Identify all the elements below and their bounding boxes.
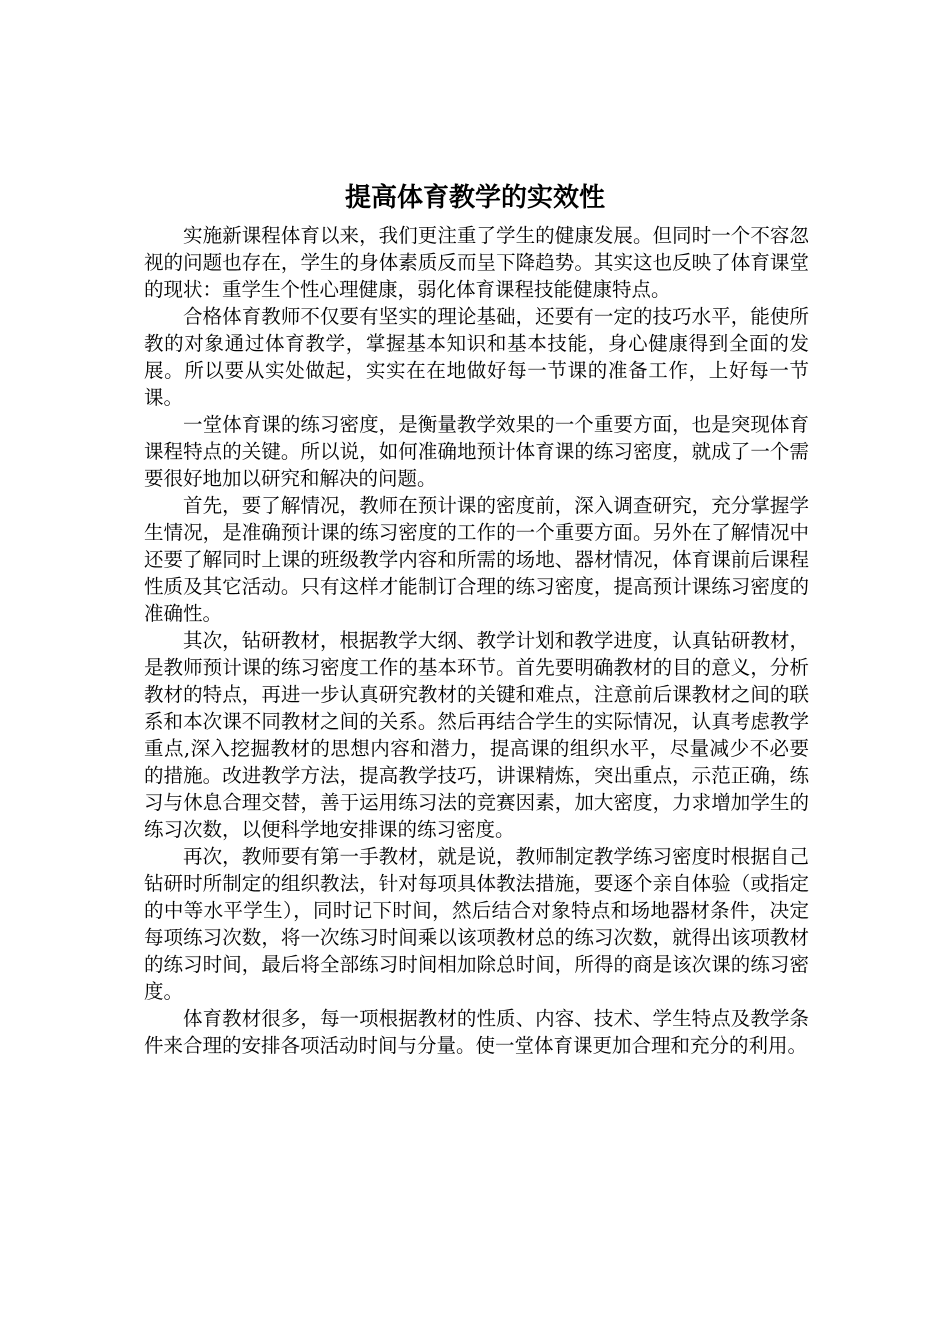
document-title: 提高体育教学的实效性 bbox=[344, 183, 605, 213]
paragraph-1: 实施新课程体育以来，我们更注重了学生的健康发展。但同时一个不容忽视的问题也存在，学生的身体素质反而呈下降趋势。其实这也反映了体育课堂的现状：重学生个性心理健康，弱化体育课程技能健康特点。 bbox=[144, 224, 809, 301]
paragraph-5: 其次，钻研教材，根据教学大纲、教学计划和教学进度，认真钻研教材，是教师预计课的练习密度工作的基本环节。首先要明确教材的目的意义，分析教材的特点，再进一步认真研究教材的关键和难点，注意前后课教材之间的联系和本次课不同教材之间的关系。然后再结合学生的实际情况，认真考虑教学重点,深入挖掘教材的思想内容和潜力，提高课的组织水平，尽量减少不必要的措施。改进教学方法，提高教学技巧，讲课精炼，突出重点，示范正确，练习与休息合理交替，善于运用练习法的竞赛因素，加大密度，力求增加学生的练习次数，以便科学地安排课的练习密度。 bbox=[144, 629, 809, 841]
paragraph-4: 首先，要了解情况，教师在预计课的密度前，深入调查研究，充分掌握学生情况，是准确预计课的练习密度的工作的一个重要方面。另外在了解情况中还要了解同时上课的班级教学内容和所需的场地、器材情况，体育课前后课程性质及其它活动。只有这样才能制订合理的练习密度，提高预计课练习密度的准确性。 bbox=[144, 494, 809, 625]
document-body bbox=[144, 222, 809, 1059]
paragraph-3: 一堂体育课的练习密度，是衡量教学效果的一个重要方面，也是突现体育课程特点的关键。所以说，如何准确地预计体育课的练习密度，就成了一个需要很好地加以研究和解决的问题。 bbox=[144, 413, 809, 490]
paragraph-6: 再次，教师要有第一手教材，就是说，教师制定教学练习密度时根据自己钻研时所制定的组织教法，针对每项具体教法措施，要逐个亲自体验（或指定的中等水平学生），同时记下时间，然后结合对象特点和场地器材条件，决定每项练习次数，将一次练习时间乘以该项教材总的练习次数，就得出该项教材的练习时间，最后将全部练习时间相加除总时间，所得的商是该次课的练习密度。 bbox=[144, 845, 809, 1003]
paragraph-7: 体育教材很多，每一项根据教材的性质、内容、技术、学生特点及教学条件来合理的安排各项活动时间与分量。使一堂体育课更加合理和充分的利用。 bbox=[144, 1007, 809, 1057]
paragraph-2: 合格体育教师不仅要有坚实的理论基础，还要有一定的技巧水平，能使所教的对象通过体育教学，掌握基本知识和基本技能，身心健康得到全面的发展。所以要从实处做起，实实在在地做好每一节课的准备工作，上好每一节课。 bbox=[144, 305, 809, 409]
